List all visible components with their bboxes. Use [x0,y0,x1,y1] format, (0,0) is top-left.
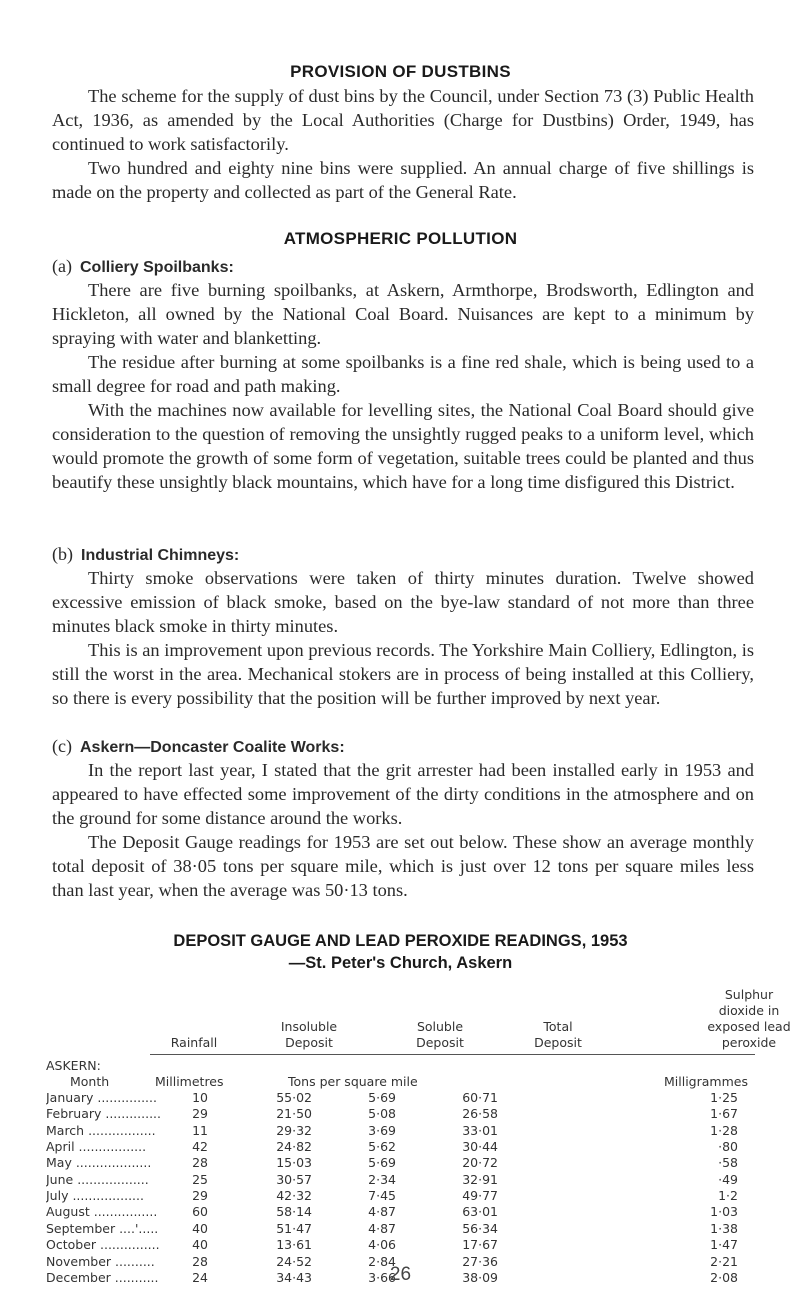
rainfall-unit: Millimetres [155,1074,224,1089]
cell-rainfall: 42 [192,1139,208,1155]
cell-sulphur: ·49 [718,1171,738,1187]
cell-insoluble: 58·14 [276,1204,312,1220]
cell-insoluble: 55·02 [276,1090,312,1105]
subsection-a-title: Colliery Spoilbanks: [79,259,234,276]
cell-sulphur: ·58 [718,1155,738,1171]
cell-month: June .................. [46,1171,149,1187]
spoilbanks-paragraph-3: With the machines now available for levelling sites, the National Coal Board should give consideration to the question of removing the unsightly rugged peaks to a uniform level, which would promote the growth of some form of vegetation, suitable trees could be planted and thus beautify these unsightly black mountains, which have for a long time disfigured this District. [52,400,754,492]
cell-insoluble: 24·52 [276,1253,312,1269]
coalite-paragraph-1: In the report last year, I stated that the grit arrester had been installed early in 1953 and appeared to have effected some improvement of the dirty conditions in the atmosphere and on the ground for some distance around the works. [52,760,754,828]
cell-month: December ........... [46,1269,159,1285]
cell-total: 32·91 [462,1171,498,1187]
cell-soluble: 4·87 [368,1204,396,1220]
chimneys-paragraph-1: Thirty smoke observations were taken of thirty minutes duration. Twelve showed excessive emission of black smoke, based on the bye-law standard of not more than three minutes black smoke in thirty minutes. [52,568,754,636]
cell-total: 20·72 [462,1155,498,1171]
cell-insoluble: 30·57 [276,1171,312,1187]
cell-soluble: 4·06 [368,1237,396,1253]
cell-total: 27·36 [462,1253,498,1269]
cell-rainfall: 28 [192,1155,208,1171]
subsection-a-heading [52,254,234,280]
cell-total: 30·44 [462,1139,498,1155]
cell-soluble: 5·62 [368,1139,396,1155]
cell-insoluble: 15·03 [276,1155,312,1171]
cell-sulphur: 1·28 [710,1122,738,1138]
cell-soluble: 5·08 [368,1106,396,1122]
sulphur-unit: Milligrammes [664,1074,748,1089]
cell-total: 63·01 [462,1204,498,1220]
dustbins-paragraph-2: Two hundred and eighty nine bins were supplied. An annual charge of five shillings is made on the property and collected as part of the General Rate. [52,158,754,202]
cell-insoluble: 34·43 [276,1269,312,1285]
cell-month: July .................. [46,1188,144,1204]
subsection-c-heading [52,734,345,760]
sulphur-header: Sulphur dioxide in exposed lead peroxide [707,987,791,1050]
subsection-b-title: Industrial Chimneys: [81,547,240,564]
subsection-c-title: Askern—Doncaster Coalite Works: [79,739,345,756]
table-title: DEPOSIT GAUGE AND LEAD PEROXIDE READINGS, 1953 [173,932,628,950]
cell-total: 26·58 [462,1106,498,1122]
cell-insoluble: 13·61 [276,1237,312,1253]
page-number: 26 [389,1264,412,1285]
cell-soluble: 5·69 [368,1090,396,1105]
cell-month: May ................... [46,1155,152,1171]
cell-sulphur: 1·25 [710,1090,738,1105]
cell-insoluble: 21·50 [276,1106,312,1122]
cell-month: August ................ [46,1204,158,1220]
rainfall-header: Rainfall [170,1035,218,1050]
coalite-paragraph-2: The Deposit Gauge readings for 1953 are set out below. These show an average monthly total deposit of 38·05 tons per square mile, which is just over 12 tons per square miles less than last year, when the average was 50·13 tons. [52,832,754,900]
deposit-unit: Tons per square mile [288,1074,418,1089]
station-label: ASKERN: [46,1058,101,1073]
soluble-header: Soluble Deposit [416,1019,464,1050]
cell-total: 49·77 [462,1188,498,1204]
cell-total: 33·01 [462,1122,498,1138]
cell-month: February .............. [46,1106,161,1122]
subsection-a-label: (a) [52,256,72,276]
cell-soluble: 5·69 [368,1155,396,1171]
chimneys-paragraph-2: This is an improvement upon previous records. The Yorkshire Main Colliery, Edlington, is still the worst in the area. Mechanical stokers are in process of being installed at this Colliery, so there is every possibility that the position will be further improved by next year. [52,640,754,708]
cell-soluble: 7·45 [368,1188,396,1204]
cell-sulphur: 2·21 [710,1253,738,1269]
cell-insoluble: 51·47 [276,1220,312,1236]
dustbins-heading: PROVISION OF DUSTBINS [290,62,511,81]
cell-sulphur: 1·38 [710,1220,738,1236]
cell-month: March ................. [46,1122,156,1138]
cell-rainfall: 60 [192,1204,208,1220]
cell-sulphur: ·80 [718,1139,738,1155]
cell-sulphur: 1·47 [710,1237,738,1253]
cell-rainfall: 10 [192,1090,208,1105]
cell-sulphur: 1·03 [710,1204,738,1220]
month-label: Month [70,1074,110,1089]
cell-sulphur: 2·08 [710,1269,738,1285]
cell-total: 56·34 [462,1220,498,1236]
cell-rainfall: 40 [192,1220,208,1236]
cell-soluble: 3·66 [368,1269,396,1285]
cell-sulphur: 1·2 [718,1188,738,1204]
cell-total: 17·67 [462,1237,498,1253]
insoluble-header: Insoluble Deposit [280,1019,338,1050]
pollution-heading: ATMOSPHERIC POLLUTION [283,229,518,248]
dustbins-paragraph: The scheme for the supply of dust bins by the Council, under Section 73 (3) Public Health Act, 1936, as amended by the Local Authorities (Charge for Dustbins) Order, 1949, has continued to work satisfactorily. [52,86,754,154]
cell-month: January ............... [46,1090,157,1105]
cell-rainfall: 40 [192,1237,208,1253]
cell-soluble: 2·34 [368,1171,396,1187]
cell-rainfall: 29 [192,1188,208,1204]
cell-soluble: 2·84 [368,1253,396,1269]
cell-month: April ................. [46,1139,147,1155]
cell-rainfall: 29 [192,1106,208,1122]
cell-total: 60·71 [462,1090,498,1105]
cell-insoluble: 42·32 [276,1188,312,1204]
cell-sulphur: 1·67 [710,1106,738,1122]
cell-rainfall: 11 [192,1122,208,1138]
cell-rainfall: 25 [192,1171,208,1187]
cell-soluble: 4·87 [368,1220,396,1236]
header-rule [150,1054,755,1055]
table-subtitle: —St. Peter's Church, Askern [288,954,513,972]
spoilbanks-paragraph-1: There are five burning spoilbanks, at Askern, Armthorpe, Brodsworth, Edlington and Hickleton, all owned by the National Coal Board. Nuisances are kept to a minimum by spraying with water and blanketting. [52,280,754,348]
cell-insoluble: 24·82 [276,1139,312,1155]
cell-month: October ............... [46,1237,160,1253]
cell-month: September ....'..... [46,1220,159,1236]
cell-month: November .......... [46,1253,155,1269]
cell-soluble: 3·69 [368,1122,396,1138]
cell-rainfall: 28 [192,1253,208,1269]
cell-insoluble: 29·32 [276,1122,312,1138]
cell-total: 38·09 [462,1269,498,1285]
total-header: Total Deposit [534,1019,582,1050]
cell-rainfall: 24 [192,1269,208,1285]
subsection-b-heading [52,542,239,568]
subsection-c-label: (c) [52,736,72,756]
spoilbanks-paragraph-2: The residue after burning at some spoilbanks is a fine red shale, which is being used to a small degree for road and path making. [52,352,754,396]
subsection-b-label: (b) [52,544,73,564]
